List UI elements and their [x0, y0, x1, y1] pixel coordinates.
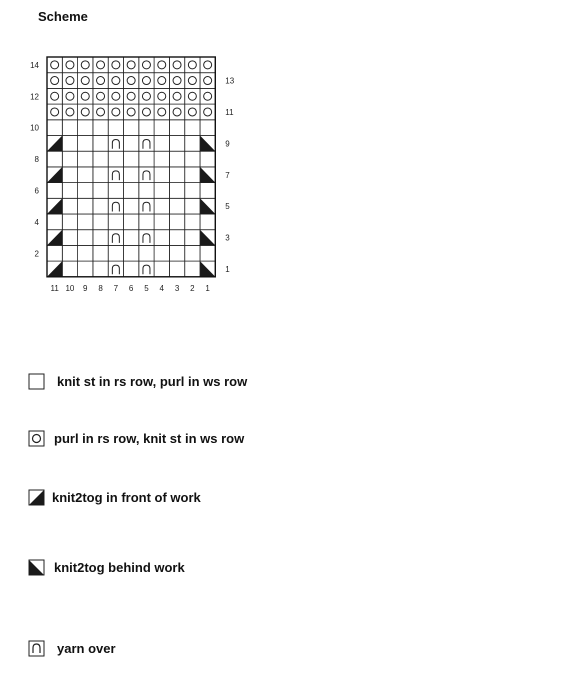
chart-cell	[200, 151, 215, 167]
chart-cell	[47, 214, 62, 230]
chart-cell	[124, 57, 139, 73]
chart-cell	[139, 136, 154, 152]
chart-cell	[169, 183, 184, 199]
chart-cell	[154, 230, 169, 246]
chart-cell	[62, 230, 77, 246]
chart-cell	[62, 183, 77, 199]
chart-cell	[200, 245, 215, 261]
chart-cell	[185, 120, 200, 136]
row-label-left: 2	[34, 249, 39, 259]
chart-cell	[200, 214, 215, 230]
chart-cell	[169, 88, 184, 104]
legend-label-purl: purl in rs row, knit st in ws row	[54, 431, 245, 446]
column-label: 1	[205, 283, 210, 293]
chart-cell	[185, 198, 200, 214]
chart-cell	[108, 214, 123, 230]
chart-cell	[78, 245, 93, 261]
row-label-right: 7	[225, 170, 230, 180]
chart-cell	[154, 73, 169, 89]
chart-cell	[47, 151, 62, 167]
chart-cell	[185, 104, 200, 120]
chart-cell	[139, 214, 154, 230]
chart-cell	[185, 73, 200, 89]
chart-cell	[47, 183, 62, 199]
chart-cell	[139, 183, 154, 199]
empty-square-icon	[28, 373, 46, 391]
chart-cell	[169, 151, 184, 167]
chart-cell	[108, 198, 123, 214]
chart-cell	[169, 214, 184, 230]
chart-cell	[154, 57, 169, 73]
chart-cell	[62, 57, 77, 73]
legend-label-yarn-over: yarn over	[57, 641, 116, 656]
chart-cell	[185, 245, 200, 261]
chart-cell	[169, 245, 184, 261]
chart-cell	[139, 57, 154, 73]
chart-cell	[185, 167, 200, 183]
chart-cell	[200, 57, 215, 73]
chart-cell	[78, 261, 93, 277]
chart-cell	[93, 245, 108, 261]
legend-label-knit: knit st in rs row, purl in ws row	[57, 374, 248, 389]
chart-cell	[185, 230, 200, 246]
chart-cell	[154, 214, 169, 230]
chart-cell	[62, 88, 77, 104]
chart-cell	[139, 151, 154, 167]
chart-cell	[169, 230, 184, 246]
chart-cell	[185, 183, 200, 199]
chart-cell	[139, 245, 154, 261]
chart-cell	[124, 88, 139, 104]
chart-cell	[124, 183, 139, 199]
chart-cell	[154, 151, 169, 167]
row-label-left: 12	[30, 92, 39, 102]
chart-cell	[154, 167, 169, 183]
chart-cell	[200, 120, 215, 136]
chart-cell	[108, 88, 123, 104]
chart-cell	[154, 136, 169, 152]
chart-cell	[108, 73, 123, 89]
chart-cell	[93, 104, 108, 120]
chart-cell	[78, 230, 93, 246]
chart-cell	[62, 167, 77, 183]
chart-cell	[78, 151, 93, 167]
chart-cell	[47, 120, 62, 136]
chart-cell	[169, 198, 184, 214]
chart-cell	[124, 245, 139, 261]
chart-cell	[200, 73, 215, 89]
row-label-left: 4	[34, 217, 39, 227]
row-label-right: 5	[225, 202, 230, 212]
chart-cell	[78, 214, 93, 230]
knit2tog-behind-icon	[28, 559, 46, 577]
chart-cell	[62, 120, 77, 136]
chart-cell	[169, 120, 184, 136]
chart-cell	[154, 245, 169, 261]
chart-cell	[78, 167, 93, 183]
chart-cell	[93, 151, 108, 167]
chart-cell	[154, 183, 169, 199]
chart-cell	[124, 136, 139, 152]
row-label-left: 6	[34, 186, 39, 196]
row-label-left: 14	[30, 60, 39, 70]
chart-cell	[93, 88, 108, 104]
chart-cell	[62, 136, 77, 152]
chart-cell	[169, 73, 184, 89]
chart-cell	[93, 230, 108, 246]
chart-cell	[78, 57, 93, 73]
row-label-right: 3	[225, 233, 230, 243]
chart-cell	[124, 104, 139, 120]
chart-cell	[108, 120, 123, 136]
chart-cell	[139, 73, 154, 89]
chart-cell	[108, 104, 123, 120]
row-label-right: 1	[225, 264, 230, 274]
column-label: 3	[174, 283, 180, 293]
chart-cell	[108, 167, 123, 183]
chart-cell	[154, 198, 169, 214]
column-label: 8	[98, 283, 103, 293]
chart-cell	[200, 88, 215, 104]
chart-cell	[200, 183, 215, 199]
chart-cell	[185, 261, 200, 277]
chart-cell	[93, 214, 108, 230]
chart-cell	[78, 136, 93, 152]
column-label: 5	[144, 283, 149, 293]
knitting-chart	[0, 0, 584, 310]
chart-cell	[93, 73, 108, 89]
knit2tog-front-icon	[28, 489, 46, 507]
chart-cell	[93, 57, 108, 73]
column-label: 11	[50, 283, 59, 293]
chart-cell	[200, 104, 215, 120]
chart-cell	[154, 120, 169, 136]
chart-cell	[139, 104, 154, 120]
chart-cell	[154, 104, 169, 120]
chart-cell	[78, 183, 93, 199]
circle-square-icon	[28, 430, 46, 448]
chart-cell	[62, 214, 77, 230]
column-label: 9	[83, 283, 88, 293]
chart-cell	[169, 104, 184, 120]
chart-cell	[62, 73, 77, 89]
chart-cell	[124, 261, 139, 277]
chart-cell	[139, 167, 154, 183]
chart-cell	[93, 167, 108, 183]
chart-cell	[62, 261, 77, 277]
chart-cell	[108, 230, 123, 246]
chart-cell	[124, 214, 139, 230]
chart-cell	[108, 183, 123, 199]
chart-cell	[93, 261, 108, 277]
chart-cell	[139, 88, 154, 104]
row-label-right: 11	[225, 107, 234, 117]
chart-cell	[124, 120, 139, 136]
chart-cell	[93, 198, 108, 214]
yarn-over-icon	[28, 640, 46, 658]
chart-cell	[108, 57, 123, 73]
chart-cell	[108, 261, 123, 277]
chart-cell	[185, 88, 200, 104]
chart-cell	[47, 104, 62, 120]
chart-cell	[62, 245, 77, 261]
column-label: 6	[128, 283, 134, 293]
row-label-right: 9	[225, 139, 230, 149]
chart-cell	[169, 261, 184, 277]
row-label-left: 8	[34, 155, 39, 165]
chart-cell	[124, 73, 139, 89]
chart-cell	[62, 104, 77, 120]
scheme-title: Scheme	[38, 9, 88, 24]
chart-cell	[47, 73, 62, 89]
legend-label-knit2tog-behind: knit2tog behind work	[54, 560, 185, 575]
legend-label-knit2tog-front: knit2tog in front of work	[52, 490, 201, 505]
chart-cell	[47, 245, 62, 261]
chart-cell	[47, 57, 62, 73]
chart-cell	[78, 198, 93, 214]
chart-cell	[139, 230, 154, 246]
chart-cell	[169, 57, 184, 73]
column-label: 10	[65, 283, 75, 293]
chart-cell	[124, 198, 139, 214]
chart-cell	[139, 261, 154, 277]
chart-cell	[124, 151, 139, 167]
chart-cell	[154, 88, 169, 104]
chart-cell	[169, 136, 184, 152]
chart-cell	[78, 120, 93, 136]
row-label-left: 10	[30, 123, 39, 133]
column-label: 4	[159, 283, 164, 293]
chart-cell	[93, 136, 108, 152]
column-label: 7	[113, 283, 119, 293]
chart-cell	[139, 120, 154, 136]
chart-cell	[108, 151, 123, 167]
chart-cell	[78, 73, 93, 89]
chart-cell	[78, 88, 93, 104]
chart-cell	[124, 167, 139, 183]
chart-cell	[93, 120, 108, 136]
chart-cell	[62, 151, 77, 167]
chart-cell	[47, 88, 62, 104]
chart-cell	[108, 245, 123, 261]
chart-cell	[78, 104, 93, 120]
chart-cell	[185, 136, 200, 152]
chart-cell	[185, 151, 200, 167]
chart-cell	[62, 198, 77, 214]
chart-cell	[154, 261, 169, 277]
chart-cell	[185, 214, 200, 230]
chart-cell	[139, 198, 154, 214]
chart-cell	[108, 136, 123, 152]
column-label: 2	[190, 283, 195, 293]
chart-cell	[169, 167, 184, 183]
chart-cell	[124, 230, 139, 246]
row-label-right: 13	[225, 76, 235, 86]
chart-cell	[185, 57, 200, 73]
chart-cell	[93, 183, 108, 199]
